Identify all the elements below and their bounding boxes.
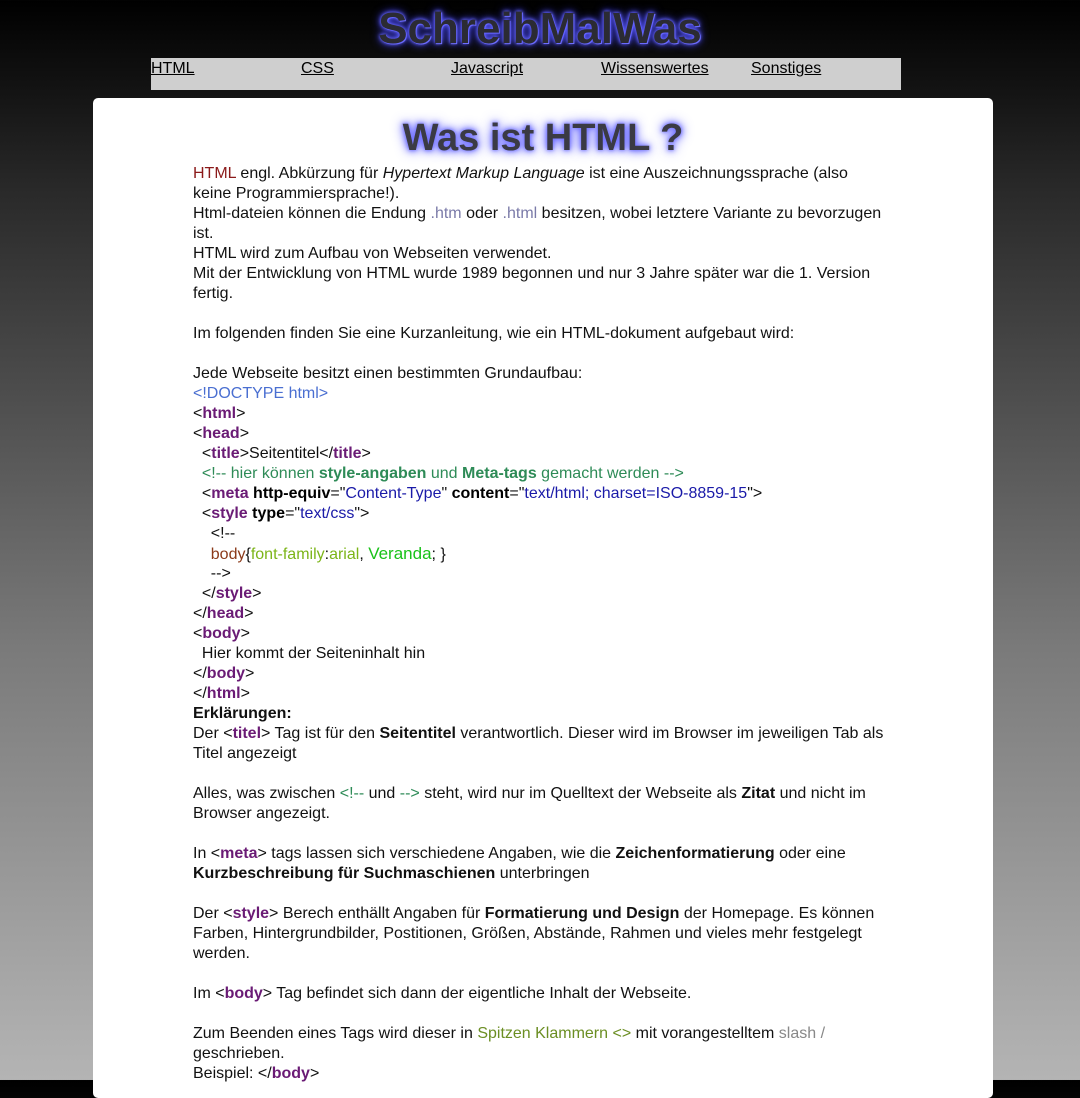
article-text [193, 164, 893, 1084]
intro-line: ist. [193, 225, 214, 242]
main-navigation [151, 58, 901, 90]
code-line: <body> [193, 625, 250, 642]
site-title: SchreibMalWas [378, 4, 702, 53]
intro-line: Mit der Entwicklung von HTML wurde 1989 begonnen und nur 3 Jahre später war die 1. Version [193, 265, 871, 282]
explain-line: Farben, Hintergrundbilder, Postitionen, Größen, Abstände, Rahmen und vieles mehr festgelegt [193, 925, 862, 942]
explain-line: Kurzbeschreibung für Suchmaschienen unterbringen [193, 865, 590, 882]
explain-line: Zum Beenden eines Tags wird dieser in Spitzen Klammern <> mit vorangestelltem slash / [193, 1025, 826, 1042]
explain-line: In <meta> tags lassen sich verschiedene Angaben, wie die Zeichenformatierung oder eine [193, 845, 846, 862]
text: besitzen, wobei letztere Variante zu bevorzugen [537, 205, 882, 222]
code-css-rule: body{font-family:arial, Veranda; } [210, 544, 446, 563]
code-line: </html> [193, 685, 250, 702]
nav-link-html[interactable]: HTML [151, 60, 195, 77]
code-line: </body> [193, 665, 255, 682]
text: Html-dateien können die Endung [193, 205, 431, 222]
nav-link-css[interactable]: CSS [301, 60, 334, 77]
code-line: <style type="text/css"> [201, 505, 370, 522]
code-line: </head> [193, 605, 254, 622]
code-line: <meta http-equiv="Content-Type" content="text/html; charset=ISO-8859-15"> [201, 485, 763, 502]
explain-line: werden. [193, 945, 250, 962]
text: ist eine Auszeichnungssprache (also [584, 165, 848, 182]
code-line: </style> [201, 585, 262, 602]
explain-line: Titel angezeigt [193, 745, 297, 762]
code-line: Hier kommt der Seiteninhalt hin [201, 645, 426, 662]
code-doctype: <!DOCTYPE html> [193, 385, 329, 402]
text: oder [461, 205, 503, 222]
explain-line: Alles, was zwischen <!-- und --> steht, wird nur im Quelltext der Webseite als Zitat und nicht im [193, 785, 866, 802]
intro-line: keine Programmiersprache!). [193, 185, 400, 202]
code-comment: <!-- hier können style-angaben und Meta-tags gemacht werden --> [201, 465, 684, 482]
intro-line: Jede Webseite besitzt einen bestimmten Grundaufbau: [193, 365, 583, 382]
explain-line: geschrieben. [193, 1045, 285, 1062]
intro-line [193, 164, 893, 184]
page-heading: Was ist HTML ? [402, 117, 684, 159]
extension-htm: .htm [430, 205, 462, 222]
text: engl. Abkürzung für [235, 165, 383, 182]
explanations-heading: Erklärungen: [193, 705, 292, 722]
content-panel [93, 98, 993, 1098]
explain-line: Der <titel> Tag ist für den Seitentitel verantwortlich. Dieser wird im Browser im jeweiligen Tab als [193, 725, 884, 742]
explain-line: Browser angezeigt. [193, 805, 330, 822]
intro-line: Im folgenden finden Sie eine Kurzanleitung, wie ein HTML-dokument aufgebaut wird: [193, 325, 795, 342]
explain-line: Beispiel: </body> [193, 1065, 320, 1082]
code-line: <head> [193, 425, 250, 442]
intro-line [193, 204, 893, 224]
nav-link-sonstiges[interactable]: Sonstiges [751, 60, 822, 77]
explain-line: Der <style> Berech enthällt Angaben für Formatierung und Design der Homepage. Es können [193, 905, 875, 922]
extension-html: .html [502, 205, 538, 222]
intro-line: fertig. [193, 285, 234, 302]
code-line: <html> [193, 405, 246, 422]
code-line: <!-- [210, 525, 236, 542]
code-line: <title>Seitentitel</title> [201, 445, 371, 462]
nav-link-javascript[interactable]: Javascript [451, 60, 524, 77]
abbr-html: HTML [193, 165, 236, 182]
intro-line: HTML wird zum Aufbau von Webseiten verwendet. [193, 245, 552, 262]
nav-link-wissenswertes[interactable]: Wissenswertes [601, 60, 709, 77]
code-line: --> [210, 565, 231, 582]
italic-term: Hypertext Markup Language [382, 165, 585, 182]
explain-line: Im <body> Tag befindet sich dann der eigentliche Inhalt der Webseite. [193, 985, 692, 1002]
